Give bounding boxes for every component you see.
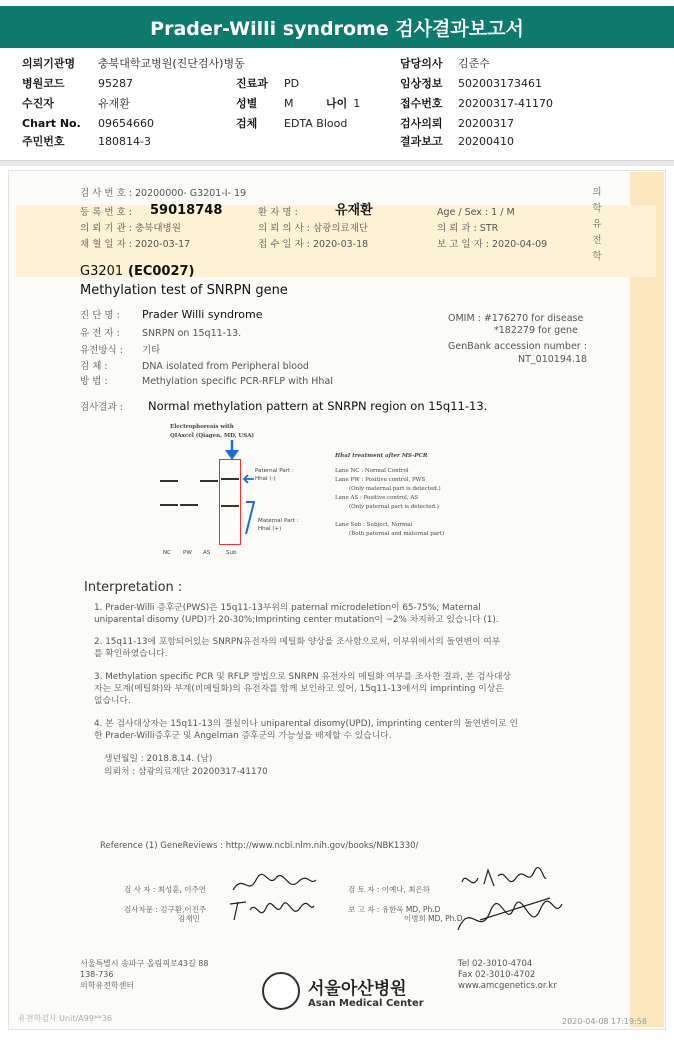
maternal-part-label: Maternal Part : bbox=[258, 518, 299, 524]
signature-4 bbox=[450, 890, 570, 942]
reporter: 보 고 자 : 유한욱 MD, Ph.D bbox=[348, 905, 441, 914]
consultants-2: 김재민 bbox=[178, 914, 200, 923]
inheritance-label: 유전방식 : bbox=[80, 345, 123, 356]
date-of-birth: 생년월일 : 2018.8.14. (남) bbox=[104, 754, 213, 764]
figure-caption: Electrophoresis with bbox=[170, 424, 234, 430]
omim-disease: OMIM : #176270 for disease bbox=[448, 313, 584, 324]
interpretation-text: 4. 본 검사대상자는 15q11-13의 결실이나 uniparental disomy(UPD), imprinting center의 돌연변이로 인 bbox=[94, 719, 518, 729]
method: Methylation specific PCR-RFLP with HhaI bbox=[142, 376, 334, 387]
specimen: DNA isolated from Peripheral blood bbox=[142, 361, 309, 372]
reporter-2: 이병희 MD, Ph.D bbox=[404, 914, 463, 923]
genbank-label: GenBank accession number : bbox=[448, 341, 587, 352]
registration-label: 등 록 번 호 : bbox=[80, 207, 132, 218]
fax: Fax 02-3010-4702 bbox=[458, 970, 536, 980]
figure-caption-2: QIAxcel (Qiagen, MD, USA) bbox=[170, 433, 255, 439]
hospital-name-english: Asan Medical Center bbox=[308, 998, 424, 1009]
header-field: 임상정보 502003173461 bbox=[400, 77, 542, 90]
patient-label: 환 자 명 : bbox=[258, 207, 298, 218]
legend-line: Lane NC : Normal Control bbox=[335, 468, 409, 474]
arrow-down-icon bbox=[222, 440, 242, 462]
lane-label: PW bbox=[183, 550, 192, 556]
band-nc-upper bbox=[160, 480, 178, 482]
requesting-institution: 의 뢰 기 관 : 충북대병원 bbox=[80, 223, 181, 234]
hospital-name-korean: 서울아산병원 bbox=[308, 979, 407, 999]
paternal-part-enzyme: HhaI (-) bbox=[255, 476, 276, 482]
phone: Tel 02-3010-4704 bbox=[458, 959, 533, 969]
lane-label: AS bbox=[203, 550, 211, 556]
interpretation-text: 2. 15q11-13에 포함되어있는 SNRPN유전자의 메틸화 양상을 조사함으로써, 이부위에서의 돌연변이 여부 bbox=[94, 637, 501, 647]
result: Normal methylation pattern at SNRPN region on 15q11-13. bbox=[148, 399, 488, 413]
patient-name: 유재환 bbox=[335, 203, 373, 218]
signature-2 bbox=[226, 896, 316, 926]
legend-title: HhaI treatment after MS-PCR bbox=[335, 453, 428, 459]
reference: Reference (1) GeneReviews : http://www.ncbi.nlm.nih.gov/books/NBK1330/ bbox=[100, 841, 419, 851]
lane-label: Sub bbox=[226, 550, 237, 556]
interpretation-text: uniparental disomy (UPD)가 20-30%;Imprinting center mutation이 ~2% 차지하고 있습니다 (1). bbox=[94, 615, 499, 625]
header-field: 접수번호 20200317-41170 bbox=[400, 97, 553, 110]
interpretation-text: 한 Prader-Willi증후군 및 Angelman 증후군의 가능성을 배제할 수 있습니다. bbox=[94, 731, 392, 741]
received-date: 접 수 일 자 : 2020-03-18 bbox=[258, 239, 369, 250]
postal-code: 138-736 bbox=[80, 970, 114, 979]
interpretation-text: 1. Prader-Willi 증후군(PWS)은 15q11-13부위의 paternal microdeletion이 65-75%; Maternal bbox=[94, 603, 481, 613]
band-nc-lower bbox=[160, 504, 178, 506]
legend-line: (Only paternal part is detected.) bbox=[349, 504, 439, 510]
header-field: 결과보고 20200410 bbox=[400, 135, 514, 148]
header-field: 주민번호 180814-3 bbox=[22, 135, 151, 148]
divider bbox=[0, 160, 674, 166]
test-code-secondary: (EC0027) bbox=[128, 264, 195, 279]
inheritance: 기타 bbox=[142, 345, 161, 356]
specimen-label: 검 체 : bbox=[80, 361, 108, 372]
tester: 검 사 자 : 최성훈, 이주연 bbox=[124, 885, 207, 894]
legend-line: Lane AS : Positive control, AS bbox=[335, 495, 419, 501]
department-vertical: 의 학 유 전 학 bbox=[592, 187, 602, 262]
gene: SNRPN on 15q11-13. bbox=[142, 328, 242, 339]
hospital-logo-icon bbox=[262, 972, 300, 1010]
requesting-doctor: 의 뢰 의 사 : 삼광의료재단 bbox=[258, 223, 369, 234]
method-label: 방 법 : bbox=[80, 376, 108, 387]
genbank-number: NT_010194.18 bbox=[518, 354, 588, 365]
header-field: 담당의사 김준수 bbox=[400, 57, 490, 70]
lane-label: NC bbox=[163, 550, 171, 556]
header-field: 의뢰기관명 충북대학교병원(진단검사)병동 bbox=[22, 57, 245, 70]
collection-date: 채 혈 일 자 : 2020-03-17 bbox=[80, 239, 191, 250]
header-field: 진료과 PD bbox=[236, 77, 300, 90]
header-field: 수진자 유재환 bbox=[22, 97, 130, 110]
legend-line: (Only maternal part is detected.) bbox=[349, 486, 441, 492]
interpretation-heading: Interpretation : bbox=[84, 580, 183, 595]
interpretation-text: 3. Methylation specific PCR 및 RFLP 방법으로 SNRPN 유전자의 메틸화 여부를 조사한 결과, 본 검사대상 bbox=[94, 672, 512, 682]
website: www.amcgenetics.or.kr bbox=[458, 981, 557, 991]
result-label: 검사결과 : bbox=[80, 402, 123, 413]
header-field: 성별 M bbox=[236, 97, 294, 110]
print-timestamp: 2020-04-08 17:19:58 bbox=[562, 1017, 647, 1026]
signature-1 bbox=[228, 868, 318, 898]
address-line: 서울특별시 송파구 올림픽로43길 88 bbox=[80, 959, 209, 968]
arrow-left-icon bbox=[242, 474, 254, 484]
test-code: G3201 bbox=[80, 264, 124, 279]
diagnosis-label: 진 단 명 : bbox=[80, 310, 120, 321]
legend-line: Lane Sub : Subject, Normal bbox=[335, 522, 413, 528]
age-sex: Age / Sex : 1 / M bbox=[437, 207, 515, 218]
gene-label: 유 전 자 : bbox=[80, 328, 120, 339]
header-field: 검체 EDTA Blood bbox=[236, 117, 348, 130]
unit-code: 유전학검사 Unit/A99**36 bbox=[18, 1014, 112, 1023]
legend-line: Lane PW : Positive control, PWS bbox=[335, 477, 426, 483]
header-field: Chart No. 09654660 bbox=[22, 117, 154, 130]
subject-lane-highlight bbox=[219, 459, 241, 545]
maternal-part-enzyme: HhaI (+) bbox=[258, 526, 282, 532]
diagnosis: Prader Willi syndrome bbox=[142, 308, 263, 321]
interpretation-text: 자는 모계(메틸화)와 부계(비메틸화)의 유전자를 함께 보인하고 있어, 15q11-13에서의 imprinting 이상은 bbox=[94, 684, 504, 694]
header-field: 나이 1 bbox=[326, 97, 361, 110]
interpretation-text: 를 확인하였습니다. bbox=[94, 649, 168, 659]
reviewer: 검 토 자 : 이예나, 최은하 bbox=[348, 885, 431, 894]
margin-strip bbox=[630, 172, 664, 1027]
band-as bbox=[200, 480, 218, 482]
band-pw bbox=[180, 504, 198, 506]
header-field: 병원코드 95287 bbox=[22, 77, 133, 90]
paternal-part-label: Paternal Part : bbox=[255, 468, 294, 474]
omim-gene: *182279 for gene bbox=[494, 325, 578, 336]
header-field: 검사의뢰 20200317 bbox=[400, 117, 514, 130]
interpretation-text: 없습니다. bbox=[94, 696, 131, 706]
test-number: 검 사 번 호 : 20200000- G3201-I- 19 bbox=[80, 188, 247, 199]
test-title: Methylation test of SNRPN gene bbox=[80, 283, 288, 298]
report-date: 보 고 일 자 : 2020-04-09 bbox=[437, 239, 548, 250]
requesting-dept: 의 뢰 과 : STR bbox=[437, 223, 499, 234]
center-name: 의학유전학센터 bbox=[80, 981, 135, 990]
arrow-lower-icon bbox=[240, 500, 256, 536]
referral-source: 의뢰처 : 삼광의료재단 20200317-41170 bbox=[104, 767, 268, 777]
report-title: Prader-Willi syndrome 검사결과보고서 bbox=[0, 6, 674, 48]
consultants: 검사자문 : 김구환,이진주 bbox=[124, 905, 207, 914]
registration-number: 59018748 bbox=[150, 203, 223, 218]
legend-line: (Both paternal and maternal part) bbox=[349, 531, 445, 537]
